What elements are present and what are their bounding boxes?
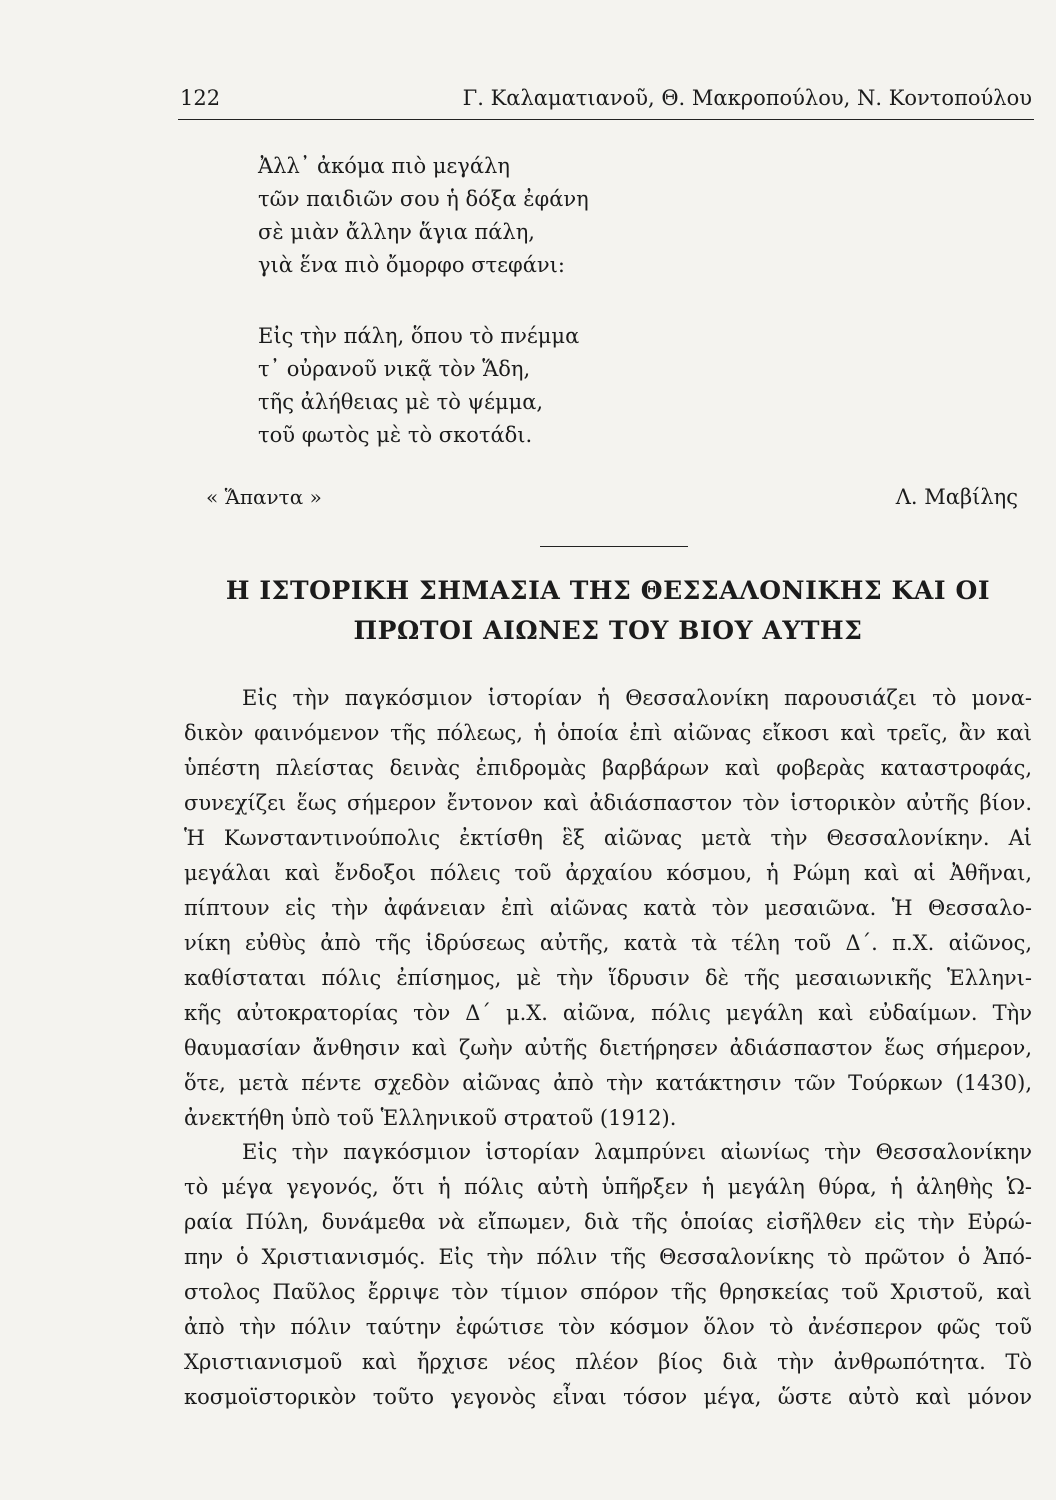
poem-line: σὲ μιὰν ἄλλην ἅγια πάλη, [258,220,535,244]
text-line: Χριστιανισμοῦ καὶ ἤρχισε νέος πλέον βίος διὰ τὴν ἀνθρωπότητα. Τὸ [184,1350,1032,1374]
section-divider [540,546,688,547]
text-line: ὑπέστη πλείστας δεινὰς ἐπιδρομὰς βαρβάρων καὶ φοβερὰς καταστροφάς, [184,756,1032,780]
poem-line: γιὰ ἕνα πιὸ ὄμορφο στεφάνι: [258,253,565,277]
text-line: μεγάλαι καὶ ἔνδοξοι πόλεις τοῦ ἀρχαίου κόσμου, ἡ Ρώμη καὶ αἱ Ἀθῆναι, [184,861,1032,885]
header-rule [178,119,1034,120]
poem-line: τῆς ἀλήθειας μὲ τὸ ψέμμα, [258,390,544,414]
text-line: ἀνεκτήθη ὑπὸ τοῦ Ἑλληνικοῦ στρατοῦ (1912). [184,1106,677,1130]
text-line: πην ὁ Χριστιανισμός. Εἰς τὴν πόλιν τῆς Θεσσαλονίκης τὸ πρῶτον ὁ Ἀπό- [184,1245,1032,1269]
article-paragraph-2 [184,1135,1032,1415]
text-line: τὸ μέγα γεγονός, ὅτι ἡ πόλις αὐτὴ ὑπῆρξεν ἡ μεγάλη θύρα, ἡ ἀληθὴς Ὡ- [184,1175,1032,1199]
poem-line: τ᾽ οὐρανοῦ νικᾷ τὸν Ἅδη, [258,357,531,381]
poem-line: Ἀλλ᾽ ἀκόμα πιὸ μεγάλη [258,154,510,178]
text-line: ὅτε, μετὰ πέντε σχεδὸν αἰῶνας ἀπὸ τὴν κατάκτησιν τῶν Τούρκων (1430), [184,1071,1032,1095]
text-line: δικὸν φαινόμενον τῆς πόλεως, ἡ ὁποία ἐπὶ αἰῶνας εἴκοσι καὶ τρεῖς, ἂν καὶ [184,721,1032,745]
text-line: θαυμασίαν ἄνθησιν καὶ ζωὴν αὐτῆς διετήρησεν ἀδιάσπαστον ἕως σήμερον, [184,1036,1032,1060]
poem-source: « Ἅπαντα » [206,485,322,509]
text-line: Εἰς τὴν παγκόσμιον ἱστορίαν λαμπρύνει αἰωνίως τὴν Θεσσαλονίκην [242,1140,1032,1164]
text-line: καθίσταται πόλις ἐπίσημος, μὲ τὴν ἵδρυσιν δὲ τῆς μεσαιωνικῆς Ἑλληνι- [184,966,1032,990]
text-line: συνεχίζει ἕως σήμερον ἔντονον καὶ ἀδιάσπαστον τὸν ἱστορικὸν αὐτῆς βίον. [184,791,1032,815]
text-line: ραία Πύλη, δυνάμεθα νὰ εἴπωμεν, διὰ τῆς ὁποίας εἰσῆλθεν εἰς τὴν Εὐρώ- [184,1210,1032,1234]
poem-line: τοῦ φωτὸς μὲ τὸ σκοτάδι. [258,423,533,447]
running-title: Γ. Καλαματιανοῦ, Θ. Μακροπούλου, Ν. Κοντοπούλου [462,86,1032,110]
article-title-line-1: Η ΙΣΤΟΡΙΚΗ ΣΗΜΑΣΙΑ ΤΗΣ ΘΕΣΣΑΛΟΝΙΚΗΣ ΚΑΙ ΟΙ [225,576,991,605]
article-title-line-2: ΠΡΩΤΟΙ ΑΙΩΝΕΣ ΤΟΥ ΒΙΟΥ ΑΥΤΗΣ [353,616,863,645]
running-header [180,86,1032,116]
poem-line: Εἰς τὴν πάλη, ὅπου τὸ πνέμμα [258,324,580,348]
article-paragraph-1 [184,681,1032,1136]
poem-stanza-1 [258,150,589,282]
text-line: κῆς αὐτοκρατορίας τὸν Δ΄ μ.Χ. αἰῶνα, πόλις μεγάλη καὶ εὐδαίμων. Τὴν [184,1001,1032,1025]
poem-stanza-2 [258,320,579,452]
text-line: κοσμοϊστορικὸν τοῦτο γεγονὸς εἶναι τόσον μέγα, ὥστε αὐτὸ καὶ μόνον [184,1385,1032,1409]
text-line: Εἰς τὴν παγκόσμιον ἱστορίαν ἡ Θεσσαλονίκη παρουσιάζει τὸ μονα- [242,686,1032,710]
poem-author: Λ. Μαβίλης [895,485,1018,509]
poem-line: τῶν παιδιῶν σου ἡ δόξα ἐφάνη [258,187,589,211]
text-line: πίπτουν εἰς τὴν ἀφάνειαν ἐπὶ αἰῶνας κατὰ τὸν μεσαιῶνα. Ἡ Θεσσαλο- [184,896,1032,920]
text-line: ἀπὸ τὴν πόλιν ταύτην ἐφώτισε τὸν κόσμον ὅλον τὸ ἀνέσπερον φῶς τοῦ [184,1315,1032,1339]
text-line: στολος Παῦλος ἔρριψε τὸν τίμιον σπόρον τῆς θρησκείας τοῦ Χριστοῦ, καὶ [184,1280,1032,1304]
page-number: 122 [180,86,221,110]
text-line: Ἡ Κωνσταντινούπολις ἐκτίσθη ἓξ αἰῶνας μετὰ τὴν Θεσσαλονίκην. Αἱ [184,826,1032,850]
text-line: νίκη εὐθὺς ἀπὸ τῆς ἱδρύσεως αὐτῆς, κατὰ τὰ τέλη τοῦ Δ΄. π.Χ. αἰῶνος, [184,931,1032,955]
